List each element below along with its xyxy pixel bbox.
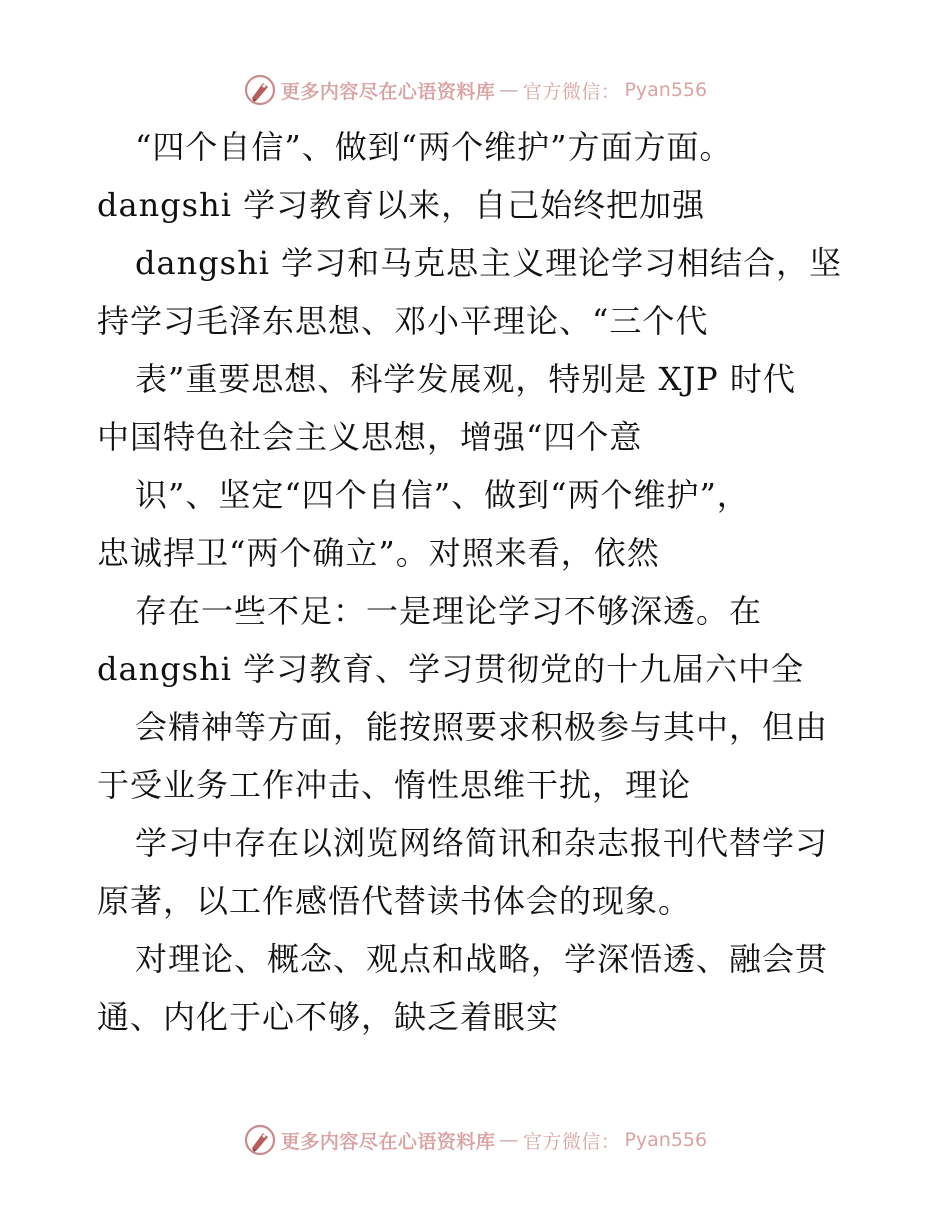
footer-banner-separator: — — [499, 1129, 519, 1151]
footer-banner-main-text: 更多内容尽在心语资料库 — [280, 1130, 496, 1153]
header-banner-wechat-id: Pyan556 — [624, 79, 708, 101]
body-line: 识”、坚定“四个自信”、做到“两个维护”， — [135, 476, 750, 514]
body-line: 忠诚捍卫“两个确立”。对照来看，依然 — [97, 534, 660, 572]
pen-nib-logo-icon — [243, 73, 277, 107]
body-line: 存在一些不足：一是理论学习不够深透。在 — [135, 592, 763, 630]
body-line: dangshi 学习教育以来，自己始终把加强 — [97, 186, 706, 224]
body-line: 对理论、概念、观点和战略，学深悟透、融会贯 — [135, 940, 829, 978]
body-line: 学习中存在以浏览网络简讯和杂志报刊代替学习 — [135, 824, 829, 862]
body-line: 表”重要思想、科学发展观，特别是 XJP 时代 — [135, 360, 796, 398]
body-line: 会精神等方面，能按照要求积极参与其中，但由 — [135, 708, 829, 746]
header-banner-content — [243, 73, 707, 107]
body-line: 中国特色社会主义思想，增强“四个意 — [97, 418, 643, 456]
footer-banner-wechat-id: Pyan556 — [624, 1129, 708, 1151]
header-banner — [0, 70, 950, 110]
header-banner-main-text: 更多内容尽在心语资料库 — [280, 80, 496, 103]
body-line: 原著，以工作感悟代替读书体会的现象。 — [97, 882, 692, 920]
pen-nib-logo-icon — [243, 1123, 277, 1157]
body-line: 持学习毛泽东思想、邓小平理论、“三个代 — [97, 302, 709, 340]
body-line: dangshi 学习教育、学习贯彻党的十九届六中全 — [97, 650, 805, 688]
body-line: “四个自信”、做到“两个维护”方面方面。 — [135, 128, 733, 166]
header-banner-separator: — — [499, 79, 519, 101]
footer-banner-content — [243, 1123, 707, 1157]
document-body — [97, 118, 857, 1046]
body-line: 通、内化于心不够，缺乏着眼实 — [97, 998, 560, 1036]
footer-banner — [0, 1120, 950, 1160]
header-banner-wechat-label: 官方微信： — [522, 80, 621, 103]
body-line: dangshi 学习和马克思主义理论学习相结合，坚 — [135, 244, 843, 282]
footer-banner-wechat-label: 官方微信： — [522, 1130, 621, 1153]
body-line: 于受业务工作冲击、惰性思维干扰，理论 — [97, 766, 692, 804]
